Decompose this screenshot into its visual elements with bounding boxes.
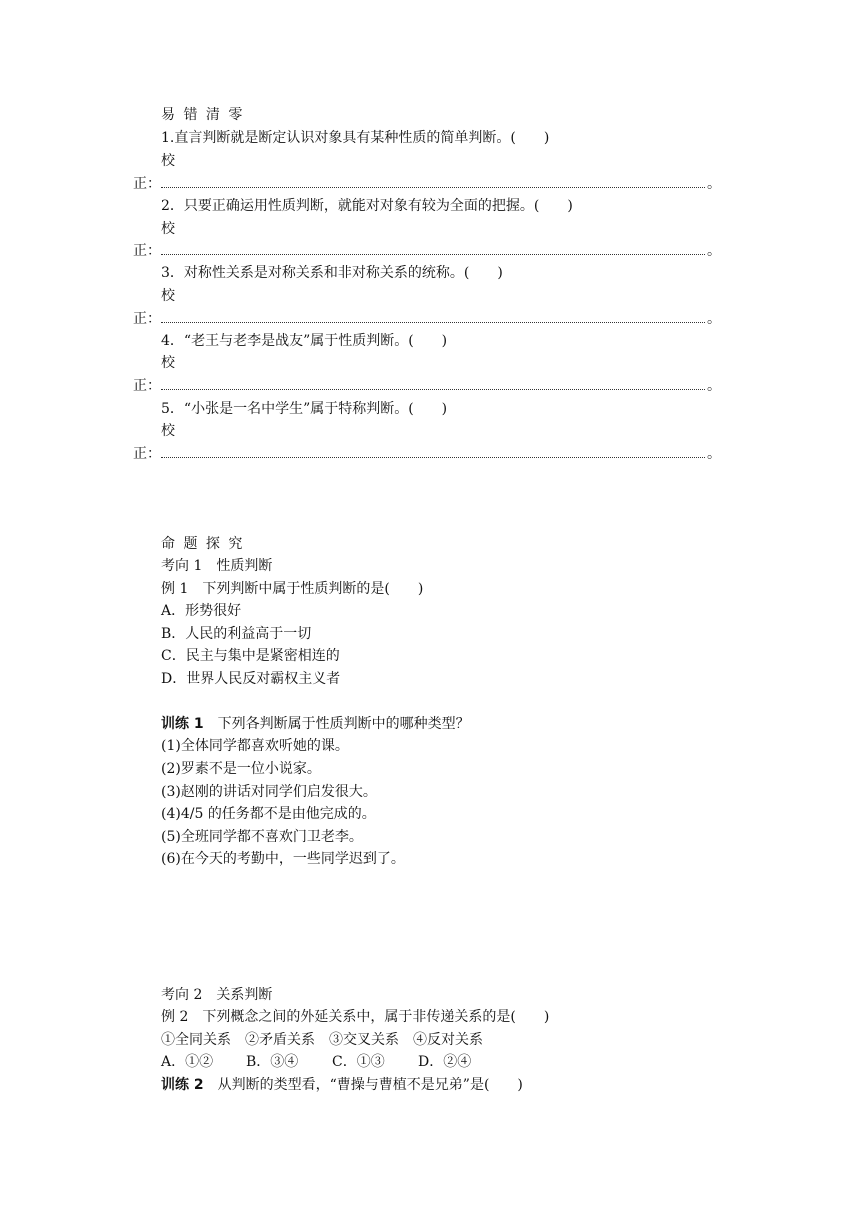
question-item-2: 2．只要正确运用性质判断，就能对对象有较为全面的把握。( ) <box>161 198 573 214</box>
correction-label-bottom-3: 正： <box>133 311 161 327</box>
correction-answer-line-2[interactable] <box>161 254 705 255</box>
example-text-1: 下列判断中属于性质判断的是( ) <box>188 581 424 597</box>
exercise-2 <box>161 1078 523 1092</box>
correction-label-bottom-1: 正： <box>133 176 161 192</box>
example-2 <box>161 1010 549 1024</box>
correction-answer-line-4[interactable] <box>161 389 705 390</box>
question-item-4: 4．“老王与老李是战友”属于性质判断。( ) <box>161 333 448 349</box>
example-1 <box>161 582 423 596</box>
line-end-period-4: 。 <box>707 378 721 394</box>
choice-list: ①全同关系 ②矛盾关系 ③交叉关系 ④反对关系 <box>161 1032 483 1048</box>
exercise-1 <box>161 717 470 731</box>
question-item-1: 1.直言判断就是断定认识对象具有某种性质的简单判断。( ) <box>161 130 550 146</box>
sub-item: (3)赵刚的讲话对同学们启发很大。 <box>161 784 377 800</box>
example-text-2: 下列概念之间的外延关系中，属于非传递关系的是( ) <box>188 1009 550 1025</box>
option-item: B．③④ <box>246 1054 299 1070</box>
correction-label-top-3: 校 <box>161 288 175 304</box>
section-title-exploration: 命 题 探 究 <box>161 536 245 552</box>
exercise-text-1: 下列各判断属于性质判断中的哪种类型？ <box>203 716 470 732</box>
example-label-1: 例 1 <box>161 581 189 597</box>
correction-label-top-2: 校 <box>161 221 175 237</box>
correction-answer-line-5[interactable] <box>161 457 705 458</box>
option-item: B．人民的利益高于一切 <box>161 626 312 642</box>
correction-label-bottom-4: 正： <box>133 378 161 394</box>
option-item: D．世界人民反对霸权主义者 <box>161 671 341 687</box>
section-title-errors: 易 错 清 零 <box>161 107 245 123</box>
exercise-label-2: 训练 2 <box>161 1077 204 1093</box>
option-item: D．②④ <box>418 1054 472 1070</box>
exercise-text-2: 从判断的类型看，“曹操与曹植不是兄弟”是( ) <box>203 1077 523 1093</box>
question-item-5: 5．“小张是一名中学生”属于特称判断。( ) <box>161 401 448 417</box>
correction-label-top-1: 校 <box>161 153 175 169</box>
option-item: C．民主与集中是紧密相连的 <box>161 648 340 664</box>
example-label-2: 例 2 <box>161 1009 189 1025</box>
line-end-period-3: 。 <box>707 311 721 327</box>
correction-answer-line-3[interactable] <box>161 322 705 323</box>
option-item: A．形势很好 <box>161 603 242 619</box>
correction-label-bottom-5: 正： <box>133 446 161 462</box>
line-end-period-1: 。 <box>707 176 721 192</box>
option-item: A．①② <box>161 1054 214 1070</box>
correction-label-bottom-2: 正： <box>133 243 161 259</box>
sub-item: (2)罗素不是一位小说家。 <box>161 761 321 777</box>
sub-item: (4)4/5 的任务都不是由他完成的。 <box>161 806 376 822</box>
option-item: C．①③ <box>332 1054 385 1070</box>
sub-item: (6)在今天的考勤中，一些同学迟到了。 <box>161 851 405 867</box>
question-item-3: 3．对称性关系是对称关系和非对称关系的统称。( ) <box>161 265 503 281</box>
sub-item: (5)全班同学都不喜欢门卫老李。 <box>161 829 363 845</box>
correction-label-top-5: 校 <box>161 423 175 439</box>
correction-label-top-4: 校 <box>161 355 175 371</box>
exercise-label-1: 训练 1 <box>161 716 204 732</box>
topic-heading-1: 考向 1 性质判断 <box>161 558 273 574</box>
sub-item: (1)全体同学都喜欢听她的课。 <box>161 738 349 754</box>
line-end-period-5: 。 <box>707 446 721 462</box>
topic-heading-2: 考向 2 关系判断 <box>161 987 273 1003</box>
line-end-period-2: 。 <box>707 243 721 259</box>
correction-answer-line-1[interactable] <box>161 187 705 188</box>
